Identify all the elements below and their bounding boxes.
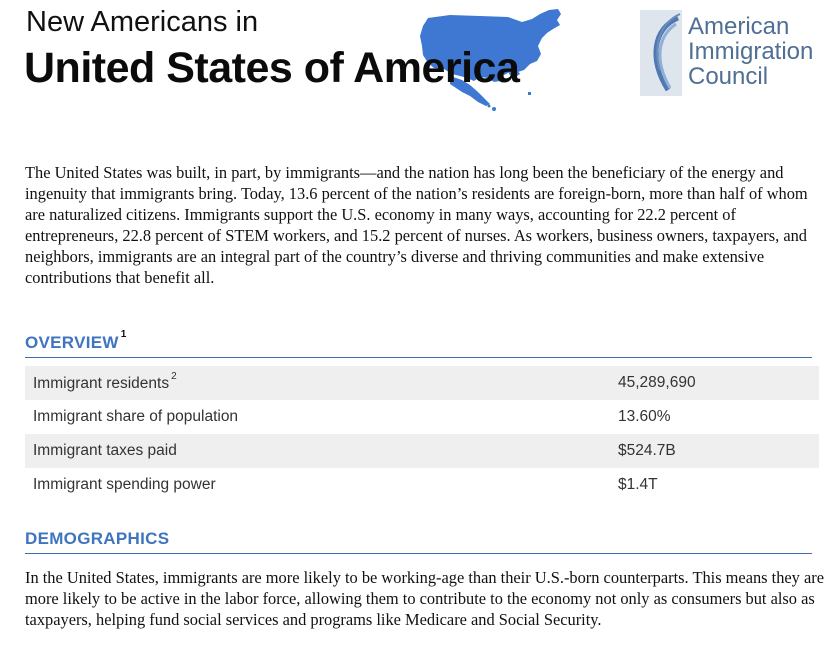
- logo-swoosh-icon: [640, 10, 682, 96]
- table-row: [25, 366, 819, 400]
- demographics-heading-text: DEMOGRAPHICS: [25, 529, 170, 548]
- overview-heading-text: OVERVIEW: [25, 333, 119, 352]
- table-row: [25, 434, 819, 468]
- page-subtitle: New Americans in: [26, 6, 259, 38]
- logo-line-2: Immigration: [688, 38, 814, 65]
- row-value: 45,289,690: [618, 374, 696, 391]
- table-row: [25, 468, 819, 502]
- page-title: United States of America: [24, 44, 520, 92]
- demographics-heading: [25, 529, 812, 554]
- demographics-paragraph: In the United States, immigrants are more likely to be working-age than their U.S.-born counterparts. This means they are more likely to be active in the labor force, allowing them to contribute to the economy not only as consumers but also as taxpayers, helping fund social services and programs like Medicare and Social Security.: [25, 568, 824, 629]
- row-label: Immigrant spending power: [33, 476, 216, 493]
- row-value: $524.7B: [618, 442, 676, 459]
- intro-paragraph: The United States was built, in part, by immigrants—and the nation has long been the beneficiary of the energy and ingenuity that immigrants bring. Today, 13.6 percent of the nation’s residents are foreign-born, more than half of whom are naturalized citizens. Immigrants support the U.S. economy in many ways, accounting for 22.2 percent of entrepreneurs, 22.8 percent of STEM workers, and 15.2 percent of nurses. As workers, business owners, taxpayers, and neighbors, immigrants are an integral part of the country’s diverse and thriving communities and make extensive contributions that benefit all.: [25, 163, 808, 287]
- aic-logo: [640, 10, 825, 96]
- page-header: [0, 0, 833, 120]
- logo-line-1: American: [688, 13, 790, 40]
- logo-wordmark: [688, 14, 813, 89]
- logo-line-3: Council: [688, 63, 769, 90]
- overview-table: [25, 366, 819, 502]
- table-row: [25, 400, 819, 434]
- row-label: Immigrant share of population: [33, 408, 239, 425]
- row-label: Immigrant residents $^2$: [33, 371, 177, 393]
- row-label: Immigrant taxes paid: [33, 442, 177, 459]
- overview-footnote: 1: [120, 329, 127, 341]
- row-footnote: 2: [171, 371, 177, 382]
- row-value: 13.60%: [618, 408, 671, 425]
- overview-heading: [25, 329, 812, 358]
- row-value: $1.4T: [618, 476, 658, 493]
